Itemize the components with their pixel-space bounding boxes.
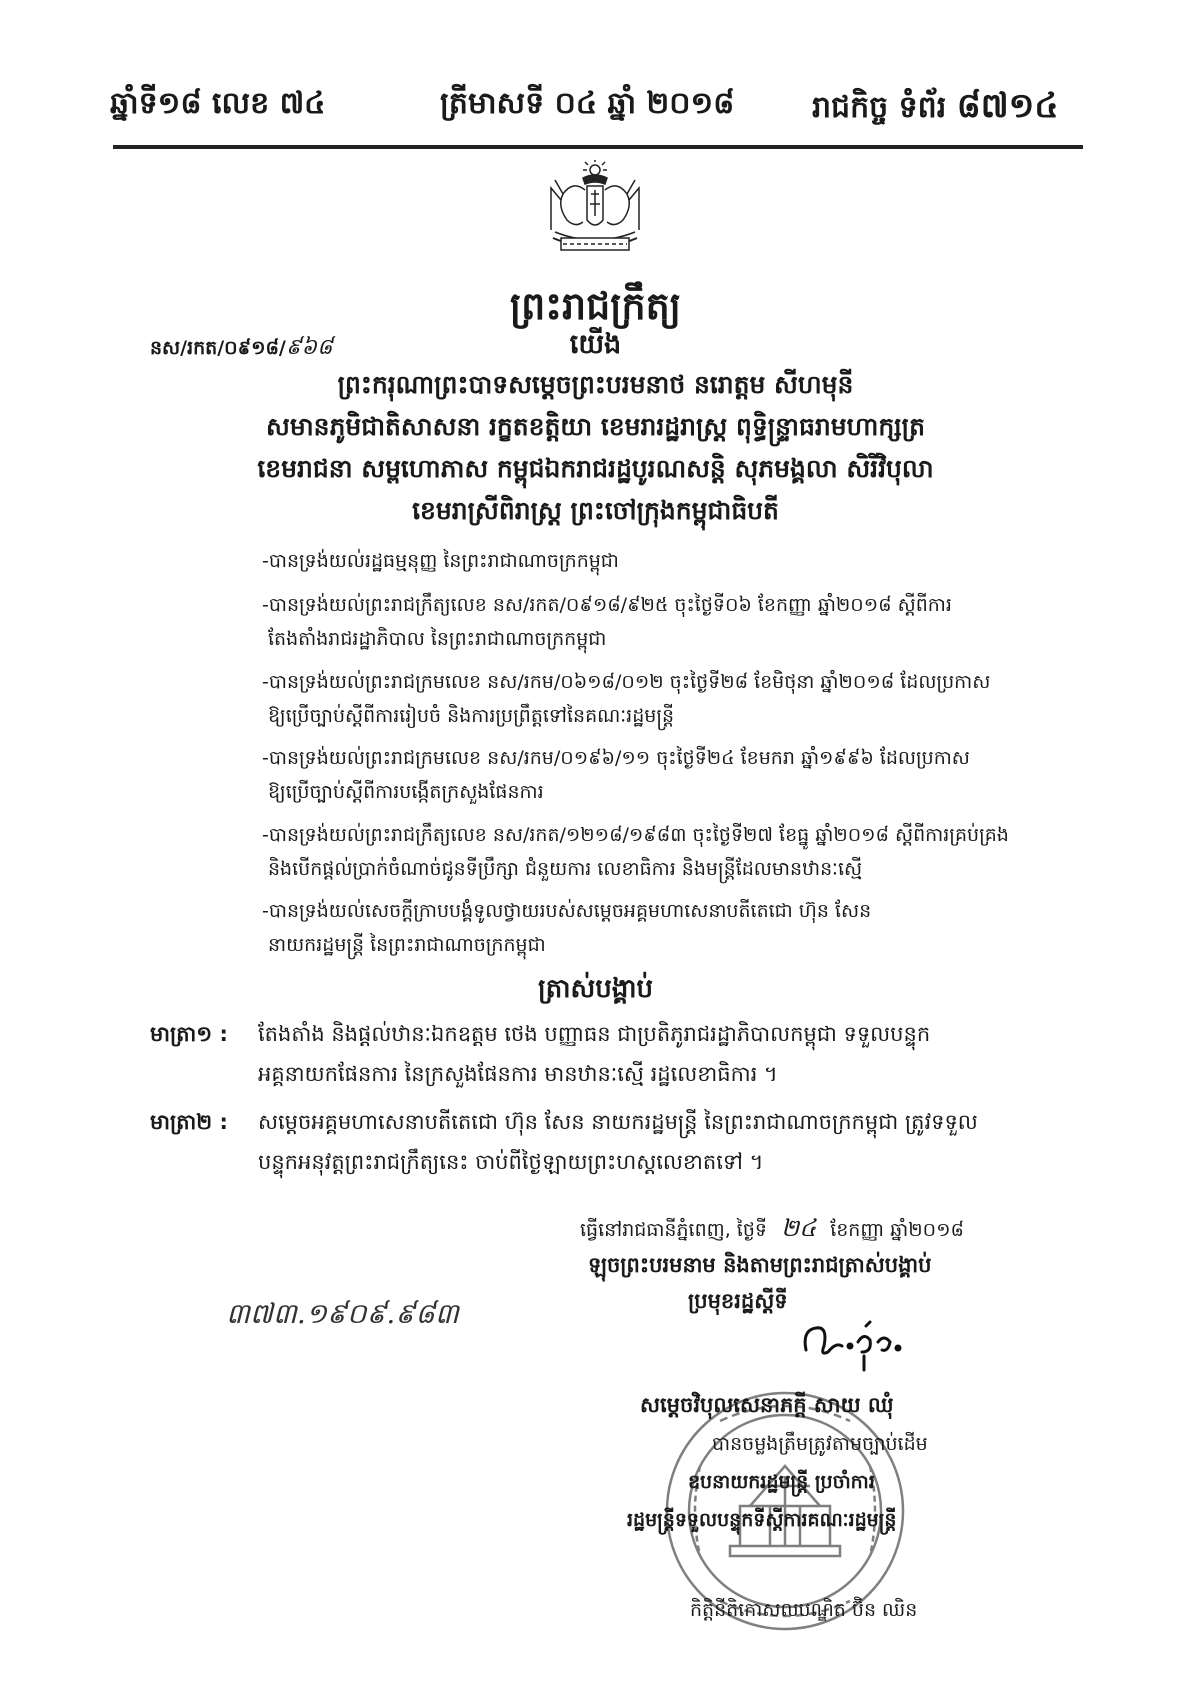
recital-line: -បានទ្រង់យល់ព្រះរាជក្រឹត្យលេខ នស/រកត/១២១៨/១៩៨៣ ចុះថ្ងៃទី២៧ ខែធ្នូ ឆ្នាំ២០១៨ ស្តីពីការគ្រប់គ្រង xyxy=(262,824,1009,846)
signatory-authority: ឡុចព្រះបរមនាម និងតាមព្រះរាជត្រាស់បង្គាប់ xyxy=(588,1253,932,1277)
recital-line: -បានទ្រង់យល់ព្រះរាជក្រឹត្យលេខ នស/រកត/០៩១៨/៩២៥ ចុះថ្ងៃទី០៦ ខែកញ្ញា ឆ្នាំ២០១៨ ស្តីពីការ xyxy=(262,594,952,616)
handwritten-reference: ៣៧៣.១៩០៩.៩៨៣ xyxy=(226,1297,459,1330)
recital-line: ឱ្យប្រើច្បាប់ស្តីពីការបង្កើតក្រសួងផែនការ xyxy=(268,781,544,803)
page-number: ៨៧១៤ xyxy=(956,86,1059,126)
header-divider xyxy=(113,145,1083,149)
gazette-year-number: ឆ្នាំទី១៨ លេខ ៧៤ xyxy=(110,86,326,121)
recital-line: នាយករដ្ឋមន្ត្រី នៃព្រះរាជាណាចក្រកម្ពុជា xyxy=(268,934,546,956)
signatory-name: សម្តេចវិបុលសេនាភក្តី សាយ ឈុំ xyxy=(640,1393,894,1417)
certification-line: កិត្តិនីតិកោសលបណ្ឌិត ប៊ិន ឈិន xyxy=(690,1599,918,1621)
gazette-page xyxy=(812,84,1058,134)
decree-reference-handwritten: ៩៦៨ xyxy=(285,335,333,360)
article-1-label: មាត្រា១ : xyxy=(150,1022,228,1046)
certification-line: បានចម្លងត្រឹមត្រូវតាមច្បាប់ដើម xyxy=(712,1433,928,1455)
decree-we: យើង xyxy=(569,329,622,360)
gazette-quarter-year: ត្រីមាសទី ០៤ ឆ្នាំ ២០១៨ xyxy=(440,86,735,121)
king-title-line: សមានភូមិជាតិសាសនា រក្ខតខត្តិយា ខេមរារដ្ឋរាស្ត្រ ពុទ្ធិន្ទ្រាធរាមហាក្សត្រ xyxy=(266,412,925,441)
article-2-line: សម្តេចអគ្គមហាសេនាបតីតេជោ ហ៊ុន សែន នាយករដ្ឋមន្ត្រី នៃព្រះរាជាណាចក្រកម្ពុជា ត្រូវទទួល xyxy=(258,1110,978,1134)
recital-line: តែងតាំងរាជរដ្ឋាភិបាល នៃព្រះរាជាណាចក្រកម្ពុជា xyxy=(268,628,607,650)
signature-mark xyxy=(798,1312,908,1382)
signatory-role: ប្រមុខរដ្ឋស្តីទី xyxy=(688,1289,788,1313)
order-heading: ត្រាស់បង្គាប់ xyxy=(537,974,654,1004)
decree-reference-printed: នស/រកត/០៩១៨/ xyxy=(150,337,286,359)
article-1-line: អគ្គនាយកផែនការ នៃក្រសួងផែនការ មានឋានៈស្មើ រដ្ឋលេខាធិការ ។ xyxy=(258,1062,778,1086)
recital-line: និងបើកផ្តល់ប្រាក់ចំណាច់ជូនទីប្រឹក្សា ជំនួយការ លេខាធិការ និងមន្ត្រីដែលមានឋានៈស្មើ xyxy=(268,858,863,880)
place-date xyxy=(580,1213,964,1248)
article-1-line: តែងតាំង និងផ្តល់ឋានៈឯកឧត្តម ថេង បញ្ញាធន ជាប្រតិភូរាជរដ្ឋាភិបាលកម្ពុជា ទទួលបន្ទុក xyxy=(258,1022,931,1046)
recital-line: ឱ្យប្រើច្បាប់ស្តីពីការរៀបចំ និងការប្រព្រឹត្តទៅនៃគណៈរដ្ឋមន្ត្រី xyxy=(268,705,675,727)
decree-title: ព្រះរាជក្រឹត្យ xyxy=(509,283,682,328)
recital-line: -បានទ្រង់យល់រដ្ឋធម្មនុញ្ញ នៃព្រះរាជាណាចក្រកម្ពុជា xyxy=(262,550,619,572)
king-title-line: ខេមរាជនា សម្ពហោភាស កម្ពុជឯករាជរដ្ឋបូរណសន្តិ សុភមង្គលា សិរីវិបុលា xyxy=(257,454,934,483)
recital-line: -បានទ្រង់យល់សេចក្តីក្រាបបង្គំទូលថ្វាយរបស់សម្តេចអគ្គមហាសេនាបតីតេជោ ហ៊ុន សែន xyxy=(262,900,872,922)
king-title-line: ព្រះករុណាព្រះបាទសម្តេចព្រះបរមនាថ នរោត្តម សីហមុនី xyxy=(337,370,854,399)
king-title-line: ខេមរាស្រីពិរាស្ត្រ ព្រះចៅក្រុងកម្ពុជាធិបតី xyxy=(412,496,779,525)
place-date-prefix: ធ្វើនៅរាជធានីភ្នំពេញ, ថ្ងៃទី xyxy=(580,1219,767,1241)
recital-line: -បានទ្រង់យល់ព្រះរាជក្រមលេខ នស/រកម/០៦១៨/០១២ ចុះថ្ងៃទី២៨ ខែមិថុនា ឆ្នាំ២០១៨ ដែលប្រកាស xyxy=(262,671,991,693)
royal-coat-of-arms-icon xyxy=(533,160,658,260)
place-date-suffix: ខែកញ្ញា ឆ្នាំ២០១៨ xyxy=(830,1219,964,1241)
article-2-label: មាត្រា២ : xyxy=(150,1110,228,1134)
recital-line: -បានទ្រង់យល់ព្រះរាជក្រមលេខ នស/រកម/០១៩៦/១១ ចុះថ្ងៃទី២៤ ខែមករា ឆ្នាំ១៩៩៦ ដែលប្រកាស xyxy=(262,747,970,769)
article-2-line: បន្ទុកអនុវត្តព្រះរាជក្រឹត្យនេះ ចាប់ពីថ្ងៃឡាយព្រះហស្តលេខាតទៅ ។ xyxy=(258,1150,764,1174)
place-date-day-handwritten: ២៤ xyxy=(781,1214,817,1242)
certification-line: ឧបនាយករដ្ឋមន្ត្រី ប្រចាំការ xyxy=(688,1471,875,1493)
page-label: រាជកិច្ច ទំព័រ xyxy=(812,90,947,125)
certification-line: រដ្ឋមន្ត្រីទទួលបន្ទុកទីស្តីការគណៈរដ្ឋមន្ត្រី xyxy=(627,1509,897,1531)
